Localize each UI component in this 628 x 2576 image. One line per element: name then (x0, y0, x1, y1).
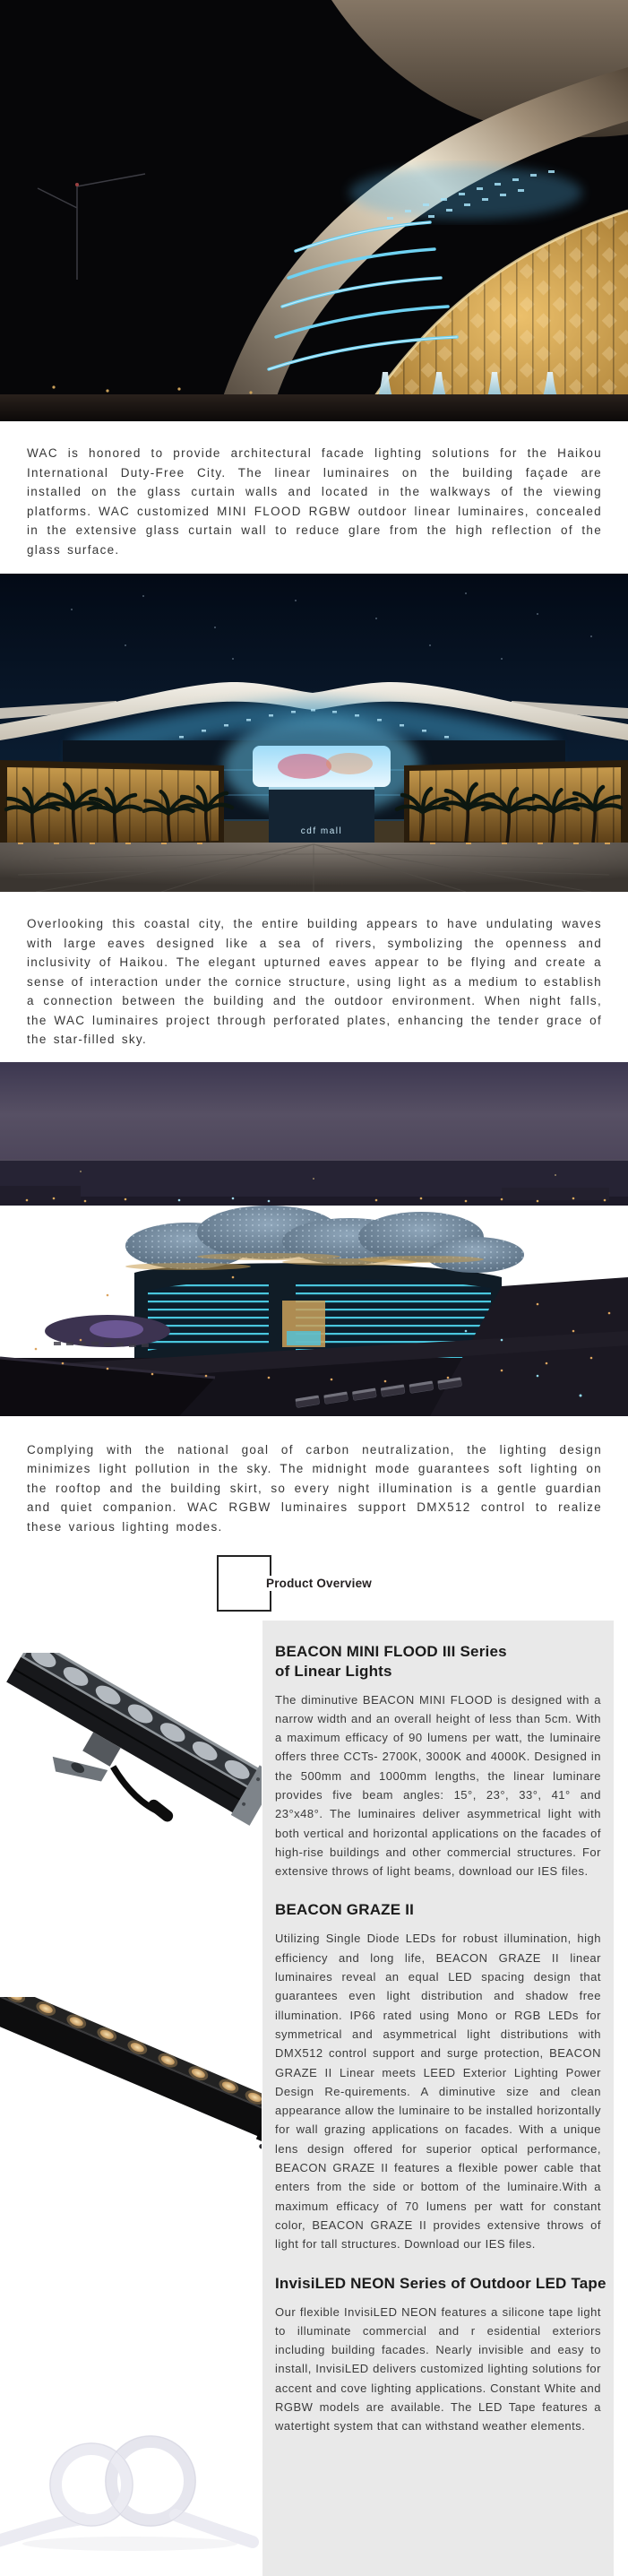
invisiled-neon-image (0, 2416, 262, 2560)
article-paragraph-2: Overlooking this coastal city, the entire building appears to have undulating waves with large eaves designed like a sea of rivers, symbolizing the openness and inclusivity of Haikou. The elegant upturned eaves appear to be flying and create a sense of interaction under the cornice structure, using light as a medium to establish a connection between the building and the outdoor environment. When night falls, the WAC luminaires project through perforated plates, enhancing the tender grace of the star-filled sky. (27, 917, 602, 1046)
product-overview-box (217, 1555, 372, 1612)
product-overview-panel (262, 1621, 614, 2576)
mall-entrance-night-art (0, 574, 628, 892)
facade-led-closeup-photo (0, 0, 628, 421)
product-description-beacon-mini-flood: The diminutive BEACON MINI FLOOD is designed with a narrow width and an overall height of less than 5cm. With a maximum efficacy of 90 lumens per watt, the luminaire offers three CCTs- 2700K, 3000K and 4000K. Designed in the 500mm and 1000mm lengths, the linear luminare provides five beam angles: 15°, 23°, 33°, 41° and 23°x48°. The luminaires deliver asymmetrical light with both vertical and horizontal applications on the facades of high-rise buildings and other commercial structures. For extensive throws of light beams, download our IES files. (275, 1692, 601, 1879)
aerial-dusk-panorama-art (0, 1062, 628, 1416)
product-description-beacon-graze: Utilizing Single Diode LEDs for robust illumination, high efficiency and long life, BEACON GRAZE II linear luminaires reveal an equal LED spacing design that guarantees even light distribution and shadow free illumination. IP66 rated using Mono or RGB LEDs for symmetrical and asymmetrical light distributions with DMX512 control support and surge protection, BEACON GRAZE II Linear meets LEED Exterior Lighting Power Design Re-quirements. A diminutive size and clean appearance allow the luminaire to be installed horizontally for wall grazing applications on facades. With a unique lens design offered for superior optical performance, BEACON GRAZE II features a flexible power cable that enters from the side or bottom of the luminaire.With a maximum efficacy of 70 lumens per watt for constant color, BEACON GRAZE II provides extensive throws of light for tall structures. Download our IES files. (275, 1932, 601, 2252)
aerial-dusk-panorama-photo (0, 1062, 628, 1416)
wavy-roofs (125, 1206, 524, 1273)
mall-sign-text: cdf mall (300, 826, 343, 836)
blue-perforation-glow (349, 166, 582, 220)
beacon-mini-flood-image (0, 1653, 262, 1843)
product-title-beacon-mini-flood: BEACON MINI FLOOD III Series of Linear Lights (275, 1642, 507, 1680)
product-description-invisiled-neon: Our flexible InvisiLED NEON features a silicone tape light to illuminate commercial and r esidential exteriors including building facades. Nearly invisible and easy to install, InvisiLED delivers customized lighting solutions for accent and cove lighting applications. Constant White and RGBW models are available. The LED Tape features a watertight system that can withstand weather elements. (275, 2304, 601, 2433)
product-title-beacon-graze: BEACON GRAZE II (275, 1901, 415, 1919)
product-overview-title: Product Overview (261, 1576, 377, 1591)
cyan-band-left (148, 1281, 269, 1350)
plaza-ground (0, 394, 628, 421)
products-section (0, 1621, 628, 2576)
facade-led-closeup-art (0, 0, 628, 421)
product-title-invisiled-neon: InvisiLED NEON Series of Outdoor LED Tape (275, 2274, 606, 2292)
article-paragraph-1: WAC is honored to provide architectural facade lighting solutions for the Haikou International Duty-Free City. The linear luminaires on the building façade are installed on the glass curtain walls and located in the walkways of the viewing platforms. WAC customized MINI FLOOD RGBW outdoor linear luminaires, concealed in the extensive glass curtain wall to reduce glare from the high reflection of the glass surface. (27, 446, 602, 557)
mall-entrance-night-photo (0, 574, 628, 892)
beacon-graze-image (0, 1997, 262, 2149)
product-images-column (0, 1621, 262, 2576)
article-paragraph-3: Complying with the national goal of carbon neutralization, the lighting design minimizes light pollution in the sky. The midnight mode guarantees soft lighting on the rooftop and the building skirt, so every night illumination is a gentle guardian and quiet companion. WAC RGBW luminaires support DMX512 control to realize these various lighting modes. (27, 1442, 602, 1534)
